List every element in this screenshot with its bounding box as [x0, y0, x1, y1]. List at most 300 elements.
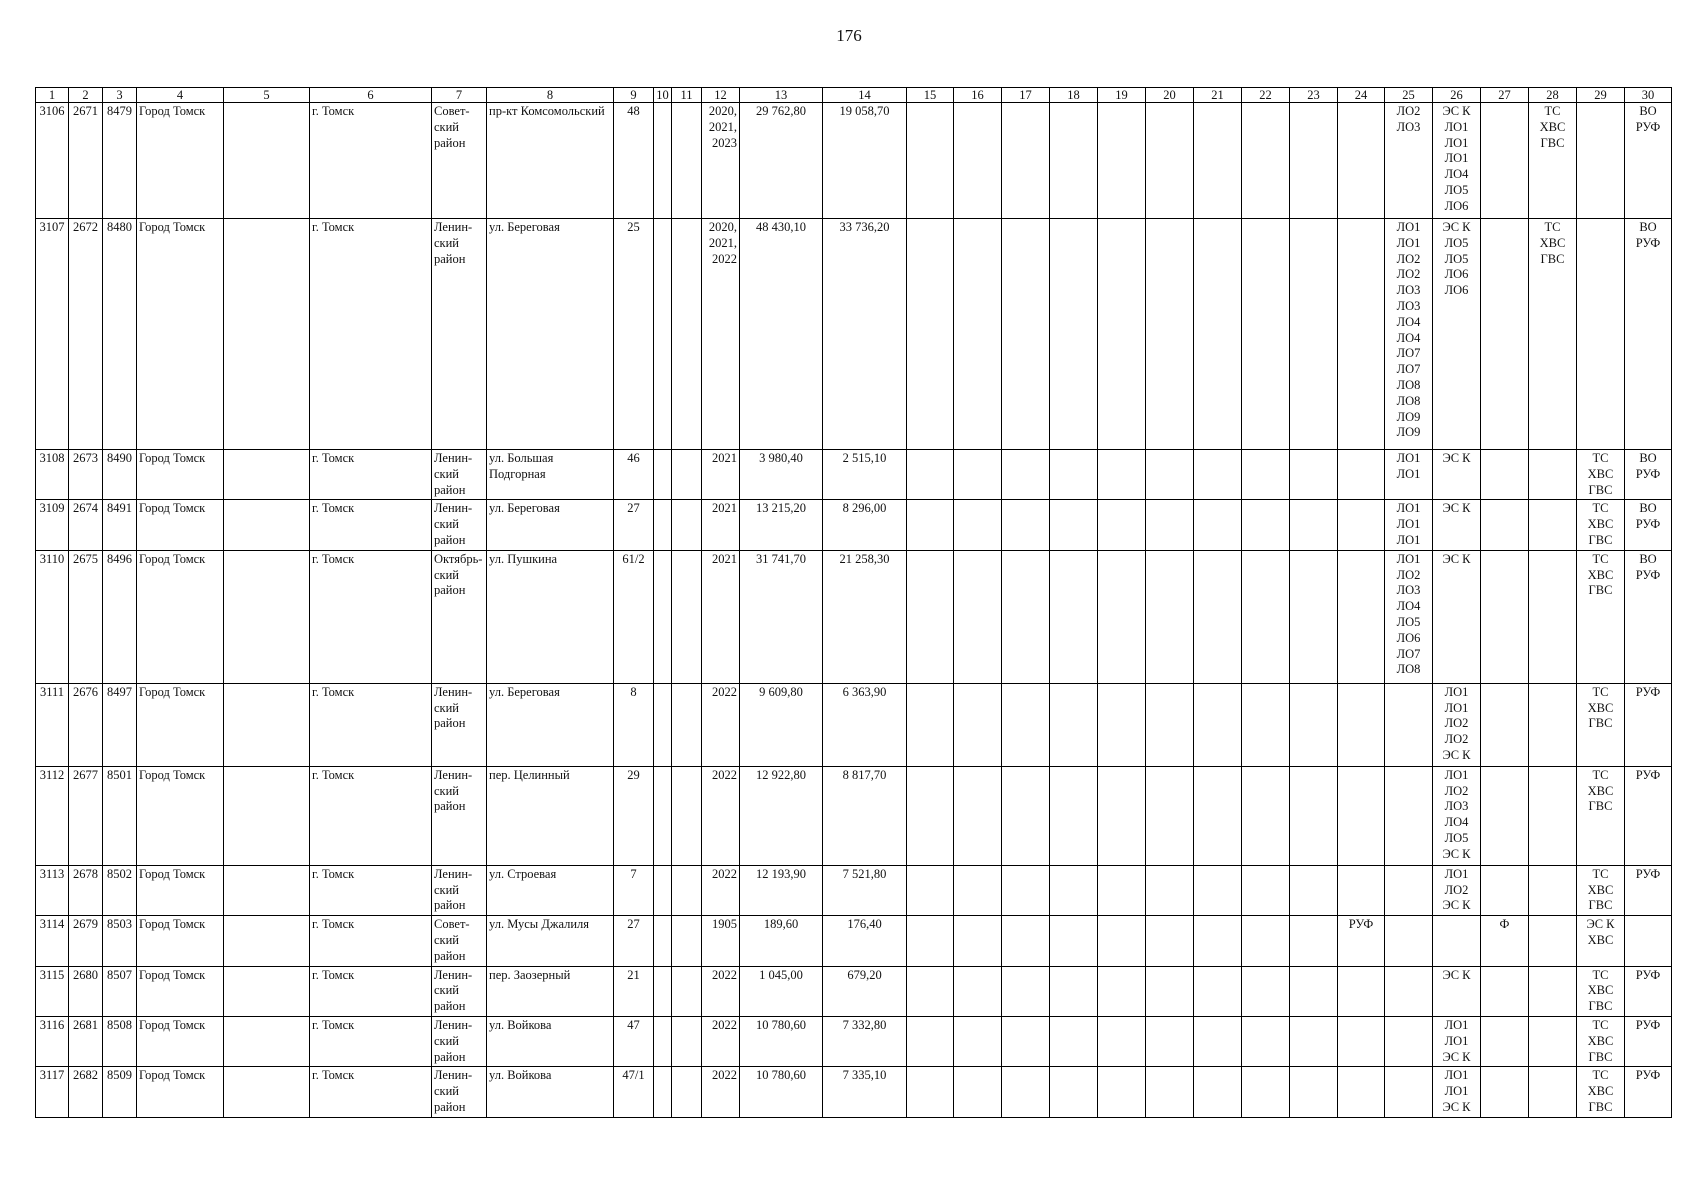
table-cell: г. Томск	[310, 450, 432, 500]
table-cell: 3 980,40	[740, 450, 823, 500]
table-cell	[654, 683, 672, 766]
cell-line: ЛО1	[1444, 1033, 1469, 1048]
table-cell	[1146, 1016, 1194, 1066]
cell-line: ЛО6	[1444, 267, 1469, 282]
table-cell	[1529, 500, 1577, 550]
table-cell	[432, 219, 487, 450]
cell-line: РУФ	[1635, 235, 1661, 250]
table-cell	[1194, 500, 1242, 550]
column-header: 6	[310, 88, 432, 103]
table-cell: 8497	[103, 683, 137, 766]
cell-line: ГВС	[1588, 1099, 1613, 1114]
table-cell: 2022	[702, 683, 740, 766]
table-cell	[1050, 219, 1098, 450]
table-cell	[224, 966, 310, 1016]
column-header: 28	[1529, 88, 1577, 103]
table-cell	[654, 219, 672, 450]
table-cell	[432, 500, 487, 550]
table-cell	[1290, 1016, 1338, 1066]
table-cell	[1002, 1016, 1050, 1066]
table-cell	[1194, 219, 1242, 450]
table-cell: 2021	[702, 450, 740, 500]
column-header: 14	[823, 88, 907, 103]
cell-line: ГВС	[1588, 716, 1613, 731]
table-cell: г. Томск	[310, 966, 432, 1016]
column-header: 18	[1050, 88, 1098, 103]
table-cell: 2022	[702, 865, 740, 915]
table-cell	[1577, 550, 1625, 683]
table-cell	[1433, 766, 1481, 865]
cell-line: район	[434, 799, 466, 814]
table-cell	[1242, 450, 1290, 500]
table-cell	[224, 1016, 310, 1066]
table-cell	[1385, 683, 1433, 766]
cell-line: ЛО1	[1444, 684, 1469, 699]
table-cell	[654, 1067, 672, 1117]
cell-line: ЭС К	[1442, 1049, 1471, 1064]
table-cell	[1194, 1016, 1242, 1066]
cell-line: Совет-	[434, 917, 470, 932]
cell-line: ский	[434, 700, 459, 715]
column-header: 27	[1481, 88, 1529, 103]
table-cell	[907, 500, 954, 550]
table-cell	[1002, 683, 1050, 766]
column-header: 21	[1194, 88, 1242, 103]
cell-line: ГВС	[1588, 999, 1613, 1014]
table-cell	[1050, 1067, 1098, 1117]
table-cell	[1338, 683, 1385, 766]
table-cell	[1002, 865, 1050, 915]
table-cell: РУФ	[1625, 766, 1672, 865]
table-cell	[1577, 766, 1625, 865]
cell-line: ХВС	[1539, 235, 1566, 250]
table-row	[36, 103, 1672, 219]
table-cell: 2681	[69, 1016, 103, 1066]
table-cell: ул. Береговая	[487, 219, 614, 450]
cell-line: ХВС	[1587, 882, 1614, 897]
table-cell	[1338, 550, 1385, 683]
table-cell: 31 741,70	[740, 550, 823, 683]
cell-line: ЛО8	[1396, 662, 1421, 677]
table-cell	[1577, 916, 1625, 966]
table-cell	[1146, 219, 1194, 450]
table-cell	[1577, 1067, 1625, 1117]
table-cell	[1338, 1067, 1385, 1117]
table-cell	[1290, 1067, 1338, 1117]
column-header: 2	[69, 88, 103, 103]
table-cell: 19 058,70	[823, 103, 907, 219]
cell-line: ЛО6	[1444, 198, 1469, 213]
table-cell: г. Томск	[310, 683, 432, 766]
table-cell	[1146, 550, 1194, 683]
cell-line: ЛО3	[1396, 283, 1421, 298]
cell-line: 2021,	[708, 235, 737, 250]
cell-line: ский	[434, 466, 459, 481]
table-cell	[1481, 103, 1529, 219]
table-cell: ул. Береговая	[487, 683, 614, 766]
table-cell	[1577, 103, 1625, 219]
table-cell: г. Томск	[310, 550, 432, 683]
cell-line: ЛО4	[1444, 167, 1469, 182]
table-cell	[1002, 219, 1050, 450]
cell-line: 2022	[712, 251, 737, 266]
table-cell: 2671	[69, 103, 103, 219]
table-cell	[1529, 550, 1577, 683]
table-cell: 8509	[103, 1067, 137, 1117]
column-header: 30	[1625, 88, 1672, 103]
cell-line: ЛО3	[1396, 119, 1421, 134]
table-cell: 2022	[702, 766, 740, 865]
table-cell	[432, 766, 487, 865]
cell-line: ТС	[1592, 767, 1609, 782]
table-cell	[907, 1016, 954, 1066]
table-cell	[1625, 550, 1672, 683]
table-cell	[907, 916, 954, 966]
cell-line: ЛО1	[1444, 767, 1469, 782]
table-cell: Город Томск	[137, 103, 224, 219]
column-header: 11	[672, 88, 702, 103]
cell-line: ЛО1	[1444, 700, 1469, 715]
cell-line: ХВС	[1587, 466, 1614, 481]
cell-line: ЛО1	[1444, 1017, 1469, 1032]
table-cell: 8496	[103, 550, 137, 683]
table-cell	[1529, 103, 1577, 219]
table-cell	[1338, 1016, 1385, 1066]
cell-line: ский	[434, 567, 459, 582]
cell-line: 2021,	[708, 119, 737, 134]
table-cell: 2673	[69, 450, 103, 500]
table-cell	[224, 865, 310, 915]
cell-line: район	[434, 1049, 466, 1064]
table-row	[36, 865, 1672, 915]
column-header: 23	[1290, 88, 1338, 103]
table-cell	[1098, 450, 1146, 500]
table-cell	[907, 450, 954, 500]
table-cell	[1194, 550, 1242, 683]
cell-line: ЛО4	[1444, 815, 1469, 830]
cell-line: Ленин-	[434, 501, 473, 516]
table-cell: Город Томск	[137, 219, 224, 450]
table-cell	[672, 966, 702, 1016]
table-cell	[654, 865, 672, 915]
cell-line: Ленин-	[434, 684, 473, 699]
table-cell	[702, 103, 740, 219]
table-cell	[1625, 916, 1672, 966]
table-cell	[1433, 683, 1481, 766]
table-cell: г. Томск	[310, 500, 432, 550]
cell-line: ЛО9	[1396, 425, 1421, 440]
table-cell	[907, 1067, 954, 1117]
table-cell	[672, 550, 702, 683]
table-cell: 2677	[69, 766, 103, 865]
table-cell	[1002, 766, 1050, 865]
table-cell	[1242, 865, 1290, 915]
table-cell: 8490	[103, 450, 137, 500]
table-cell	[224, 219, 310, 450]
table-cell: 2679	[69, 916, 103, 966]
table-cell	[1529, 865, 1577, 915]
table-cell: 27	[614, 916, 654, 966]
cell-line: район	[434, 999, 466, 1014]
cell-line: ГВС	[1588, 1049, 1613, 1064]
table-cell: г. Томск	[310, 1016, 432, 1066]
cell-line: ЛО1	[1444, 1084, 1469, 1099]
table-cell	[1194, 103, 1242, 219]
cell-line: ЛО3	[1396, 583, 1421, 598]
table-cell	[1050, 865, 1098, 915]
column-header: 17	[1002, 88, 1050, 103]
table-cell	[1050, 916, 1098, 966]
table-cell	[432, 1067, 487, 1117]
table-cell	[1481, 766, 1529, 865]
table-cell	[1529, 916, 1577, 966]
cell-line: ТС	[1592, 1017, 1609, 1032]
table-cell: 8502	[103, 865, 137, 915]
cell-line: ЛО1	[1444, 135, 1469, 150]
table-cell	[1146, 865, 1194, 915]
table-cell: пер. Заозерный	[487, 966, 614, 1016]
cell-line: район	[434, 948, 466, 963]
table-cell	[1625, 103, 1672, 219]
housing-register-table	[35, 87, 1672, 1118]
cell-line: район	[434, 251, 466, 266]
table-cell	[432, 1016, 487, 1066]
table-cell	[1050, 550, 1098, 683]
table-cell: г. Томск	[310, 916, 432, 966]
table-cell	[1290, 219, 1338, 450]
table-cell: ул. Войкова	[487, 1016, 614, 1066]
table-cell	[1338, 865, 1385, 915]
table-cell	[654, 1016, 672, 1066]
cell-line: ЭС К	[1442, 898, 1471, 913]
table-cell	[907, 683, 954, 766]
cell-line: ЛО2	[1396, 567, 1421, 582]
table-cell: 25	[614, 219, 654, 450]
header-row	[36, 88, 1672, 103]
table-cell: 189,60	[740, 916, 823, 966]
table-cell	[654, 550, 672, 683]
table-cell	[1050, 966, 1098, 1016]
column-header: 1	[36, 88, 69, 103]
cell-line: ский	[434, 882, 459, 897]
table-cell	[1050, 766, 1098, 865]
cell-line: Ленин-	[434, 967, 473, 982]
cell-line: Ленин-	[434, 451, 473, 465]
table-cell: Город Томск	[137, 550, 224, 683]
cell-line: ЛО1	[1396, 466, 1421, 481]
table-cell: 29 762,80	[740, 103, 823, 219]
column-header: 12	[702, 88, 740, 103]
cell-line: ТС	[1592, 451, 1609, 465]
table-cell	[954, 966, 1002, 1016]
table-cell: ЭС К	[1433, 450, 1481, 500]
cell-line: ЭС К	[1442, 846, 1471, 861]
cell-line: ЛО9	[1396, 409, 1421, 424]
cell-line: Октябрь-	[434, 551, 483, 566]
table-cell: 3114	[36, 916, 69, 966]
table-cell: 3113	[36, 865, 69, 915]
table-cell: 3109	[36, 500, 69, 550]
table-row	[36, 219, 1672, 450]
cell-line: ГВС	[1588, 898, 1613, 913]
cell-line: ЛО4	[1396, 314, 1421, 329]
table-cell	[1577, 966, 1625, 1016]
cell-line: ВО	[1639, 104, 1657, 118]
table-cell	[1433, 865, 1481, 915]
cell-line: Ленин-	[434, 220, 473, 234]
table-cell	[1481, 219, 1529, 450]
cell-line: ЛО4	[1396, 330, 1421, 345]
cell-line: ЭС К	[1442, 104, 1471, 118]
cell-line: ТС	[1592, 501, 1609, 516]
cell-line: ТС	[1592, 967, 1609, 982]
table-cell: ул. Мусы Джалиля	[487, 916, 614, 966]
table-cell	[1529, 966, 1577, 1016]
cell-line: ский	[434, 783, 459, 798]
cell-line: ЛО2	[1396, 267, 1421, 282]
table-cell	[1481, 500, 1529, 550]
column-header: 22	[1242, 88, 1290, 103]
table-cell	[1050, 103, 1098, 219]
cell-line: Ленин-	[434, 767, 473, 782]
table-cell	[224, 550, 310, 683]
table-cell	[954, 1016, 1002, 1066]
table-cell	[672, 500, 702, 550]
table-cell: Город Томск	[137, 450, 224, 500]
table-cell: ул. Пушкина	[487, 550, 614, 683]
table-cell	[1433, 219, 1481, 450]
table-cell	[1338, 766, 1385, 865]
table-cell	[954, 865, 1002, 915]
cell-line: ЛО1	[1444, 119, 1469, 134]
table-cell: 48	[614, 103, 654, 219]
table-cell	[432, 683, 487, 766]
table-cell	[1529, 1016, 1577, 1066]
cell-line: район	[434, 135, 466, 150]
table-cell	[487, 450, 614, 500]
table-row	[36, 1016, 1672, 1066]
table-cell: 3117	[36, 1067, 69, 1117]
table-cell	[1098, 766, 1146, 865]
table-row	[36, 450, 1672, 500]
table-row	[36, 916, 1672, 966]
table-cell	[1242, 1016, 1290, 1066]
table-cell	[954, 219, 1002, 450]
table-cell	[1242, 1067, 1290, 1117]
table-cell	[1529, 219, 1577, 450]
table-cell: 2676	[69, 683, 103, 766]
table-cell	[1529, 766, 1577, 865]
table-cell: 10 780,60	[740, 1016, 823, 1066]
table-cell: 33 736,20	[823, 219, 907, 450]
table-cell	[1290, 450, 1338, 500]
table-cell	[1625, 219, 1672, 450]
cell-line: ЛО6	[1444, 283, 1469, 298]
table-cell: 7	[614, 865, 654, 915]
table-cell	[672, 1016, 702, 1066]
table-cell	[1385, 500, 1433, 550]
page-number: 176	[836, 26, 862, 45]
table-cell	[432, 966, 487, 1016]
table-cell	[672, 219, 702, 450]
table-cell	[1290, 916, 1338, 966]
table-cell	[672, 766, 702, 865]
table-cell	[1050, 683, 1098, 766]
cell-line: район	[434, 898, 466, 913]
cell-line: ЛО1	[1444, 1068, 1469, 1083]
cell-line: ЛО3	[1444, 799, 1469, 814]
table-cell	[1002, 916, 1050, 966]
table-cell: 8501	[103, 766, 137, 865]
cell-line: Совет-	[434, 104, 470, 118]
cell-line: район	[434, 716, 466, 731]
column-header: 25	[1385, 88, 1433, 103]
table-cell: 6 363,90	[823, 683, 907, 766]
table-cell: 9 609,80	[740, 683, 823, 766]
column-header: 7	[432, 88, 487, 103]
table-cell: г. Томск	[310, 103, 432, 219]
table-cell	[1290, 103, 1338, 219]
table-cell	[1146, 766, 1194, 865]
table-cell	[672, 683, 702, 766]
cell-line: ЭС К	[1442, 747, 1471, 762]
table-cell	[1481, 550, 1529, 683]
cell-line: ЛО1	[1396, 532, 1421, 547]
column-header: 10	[654, 88, 672, 103]
table-cell	[1338, 500, 1385, 550]
table-cell: 2022	[702, 1067, 740, 1117]
table-cell: 10 780,60	[740, 1067, 823, 1117]
table-cell: пр-кт Комсомольский	[487, 103, 614, 219]
table-cell	[1002, 500, 1050, 550]
table-cell	[1050, 1016, 1098, 1066]
cell-line: Ленин-	[434, 866, 473, 881]
table-cell	[224, 916, 310, 966]
table-cell	[907, 966, 954, 1016]
column-header: 15	[907, 88, 954, 103]
table-cell	[1577, 1016, 1625, 1066]
table-cell: 2682	[69, 1067, 103, 1117]
column-header: 4	[137, 88, 224, 103]
table-cell: 12 922,80	[740, 766, 823, 865]
table-cell: 7 332,80	[823, 1016, 907, 1066]
cell-line: ГВС	[1540, 251, 1565, 266]
table-cell	[1290, 865, 1338, 915]
column-header: 16	[954, 88, 1002, 103]
table-cell	[1242, 103, 1290, 219]
table-row	[36, 500, 1672, 550]
cell-line: ЛО1	[1396, 220, 1421, 234]
table-cell	[1146, 1067, 1194, 1117]
table-cell: 3116	[36, 1016, 69, 1066]
cell-line: ЛО1	[1396, 451, 1421, 465]
table-cell	[1098, 1067, 1146, 1117]
table-cell	[1481, 865, 1529, 915]
table-cell: Город Томск	[137, 1016, 224, 1066]
cell-line: ЭС К	[1442, 1099, 1471, 1114]
cell-line: РУФ	[1635, 466, 1661, 481]
cell-line: ХВС	[1587, 932, 1614, 947]
cell-line: РУФ	[1635, 567, 1661, 582]
table-cell: Город Томск	[137, 916, 224, 966]
table-cell	[1529, 1067, 1577, 1117]
cell-line: район	[434, 482, 466, 497]
table-cell: 7 521,80	[823, 865, 907, 915]
table-cell: 2022	[702, 966, 740, 1016]
cell-line: ЛО7	[1396, 646, 1421, 661]
cell-line: ЛО8	[1396, 393, 1421, 408]
table-cell: 46	[614, 450, 654, 500]
